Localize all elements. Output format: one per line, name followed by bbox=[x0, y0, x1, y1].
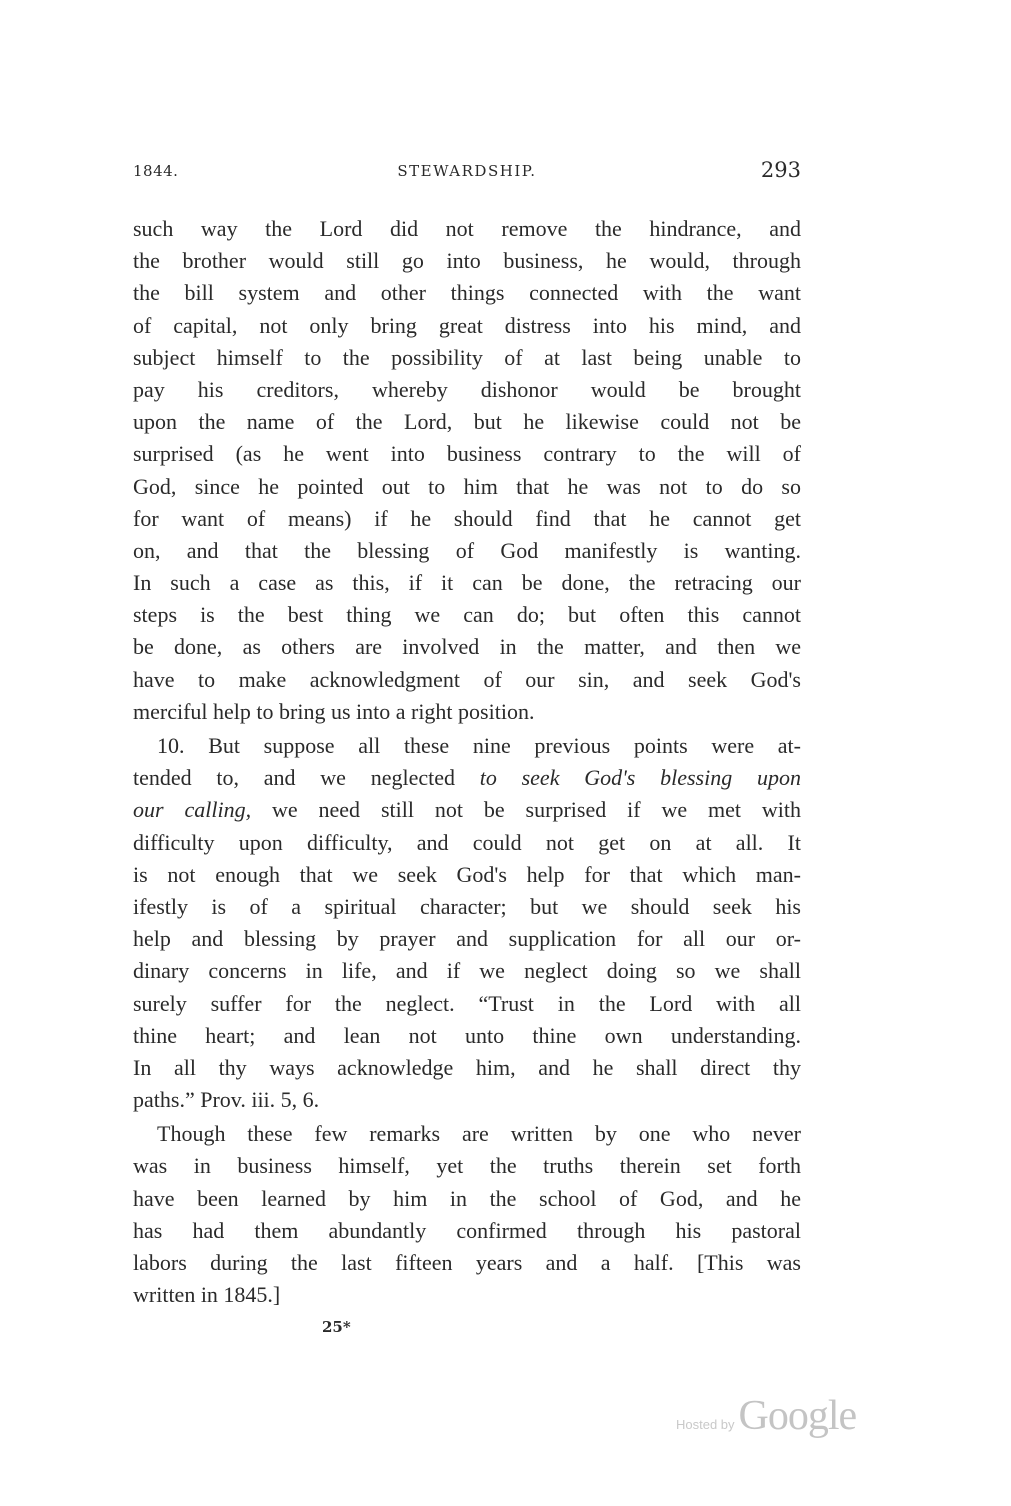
text-line: surprised (as he went into business contrary to the will of bbox=[133, 441, 801, 467]
text-line bbox=[133, 762, 801, 794]
text-line: In all thy ways acknowledge him, and he shall direct thy bbox=[133, 1054, 801, 1080]
header-year: 1844. bbox=[133, 162, 179, 180]
page-number: 293 bbox=[760, 158, 801, 182]
google-logo: Google bbox=[738, 1393, 857, 1439]
hosted-by-text: Hosted by bbox=[676, 1417, 735, 1432]
text-line: In such a case as this, if it can be done, the retracing our bbox=[133, 570, 801, 596]
text-line: thine heart; and lean not unto thine own understanding. bbox=[133, 1022, 801, 1048]
hosted-by-watermark bbox=[676, 1392, 856, 1440]
text-segment: tended to, and we neglected bbox=[133, 765, 480, 791]
text-line: of capital, not only bring great distress into his mind, and bbox=[133, 312, 801, 338]
text-line: God, since he pointed out to him that he was not to do so bbox=[133, 473, 801, 499]
italic-text: to seek God's blessing upon bbox=[479, 765, 801, 791]
text-line: dinary concerns in life, and if we neglect doing so we shall bbox=[133, 958, 801, 984]
body-text bbox=[133, 213, 801, 1311]
text-line: ifestly is of a spiritual character; but we should seek his bbox=[133, 893, 801, 919]
text-line: 10. But suppose all these nine previous points were at- bbox=[157, 733, 801, 758]
italic-text: our calling, bbox=[133, 797, 252, 823]
text-line: be done, as others are involved in the matter, and then we bbox=[133, 634, 801, 660]
header-title: STEWARDSHIP. bbox=[397, 162, 537, 180]
text-line: was in business himself, yet the truths therein set forth bbox=[133, 1153, 801, 1179]
running-head bbox=[133, 158, 801, 186]
text-line: have been learned by him in the school of God, and he bbox=[133, 1185, 801, 1211]
text-line: written in 1845.] bbox=[133, 1282, 281, 1308]
text-line: the bill system and other things connected with the want bbox=[133, 280, 801, 306]
text-line: is not enough that we seek God's help for that which man- bbox=[133, 861, 801, 887]
text-segment: we need still not be surprised if we met with bbox=[251, 797, 801, 823]
text-line: pay his creditors, whereby dishonor would be brought bbox=[133, 376, 801, 402]
text-line: labors during the last fifteen years and a half. [This was bbox=[133, 1250, 801, 1275]
text-line: difficulty upon difficulty, and could not get on at all. It bbox=[133, 829, 801, 855]
text-line: surely suffer for the neglect. “Trust in the Lord with all bbox=[133, 990, 801, 1016]
text-line: such way the Lord did not remove the hindrance, and bbox=[133, 216, 801, 241]
text-line: help and blessing by prayer and supplication for all our or- bbox=[133, 926, 801, 952]
text-line: subject himself to the possibility of at last being unable to bbox=[133, 344, 801, 370]
printer-signature-mark: 25* bbox=[322, 1318, 351, 1336]
text-line: paths.” Prov. iii. 5, 6. bbox=[133, 1087, 320, 1113]
text-line: for want of means) if he should find that he cannot get bbox=[133, 505, 801, 531]
text-line: upon the name of the Lord, but he likewise could not be bbox=[133, 409, 801, 435]
text-line: on, and that the blessing of God manifestly is wanting. bbox=[133, 537, 801, 563]
text-line: steps is the best thing we can do; but often this cannot bbox=[133, 602, 801, 628]
text-line: have to make acknowledgment of our sin, and seek God's bbox=[133, 666, 801, 692]
text-line: Though these few remarks are written by one who never bbox=[157, 1121, 801, 1147]
text-line bbox=[133, 794, 801, 826]
text-line: has had them abundantly confirmed through his pastoral bbox=[133, 1217, 801, 1243]
text-line: merciful help to bring us into a right position. bbox=[133, 698, 535, 724]
text-line: the brother would still go into business, he would, through bbox=[133, 248, 801, 274]
